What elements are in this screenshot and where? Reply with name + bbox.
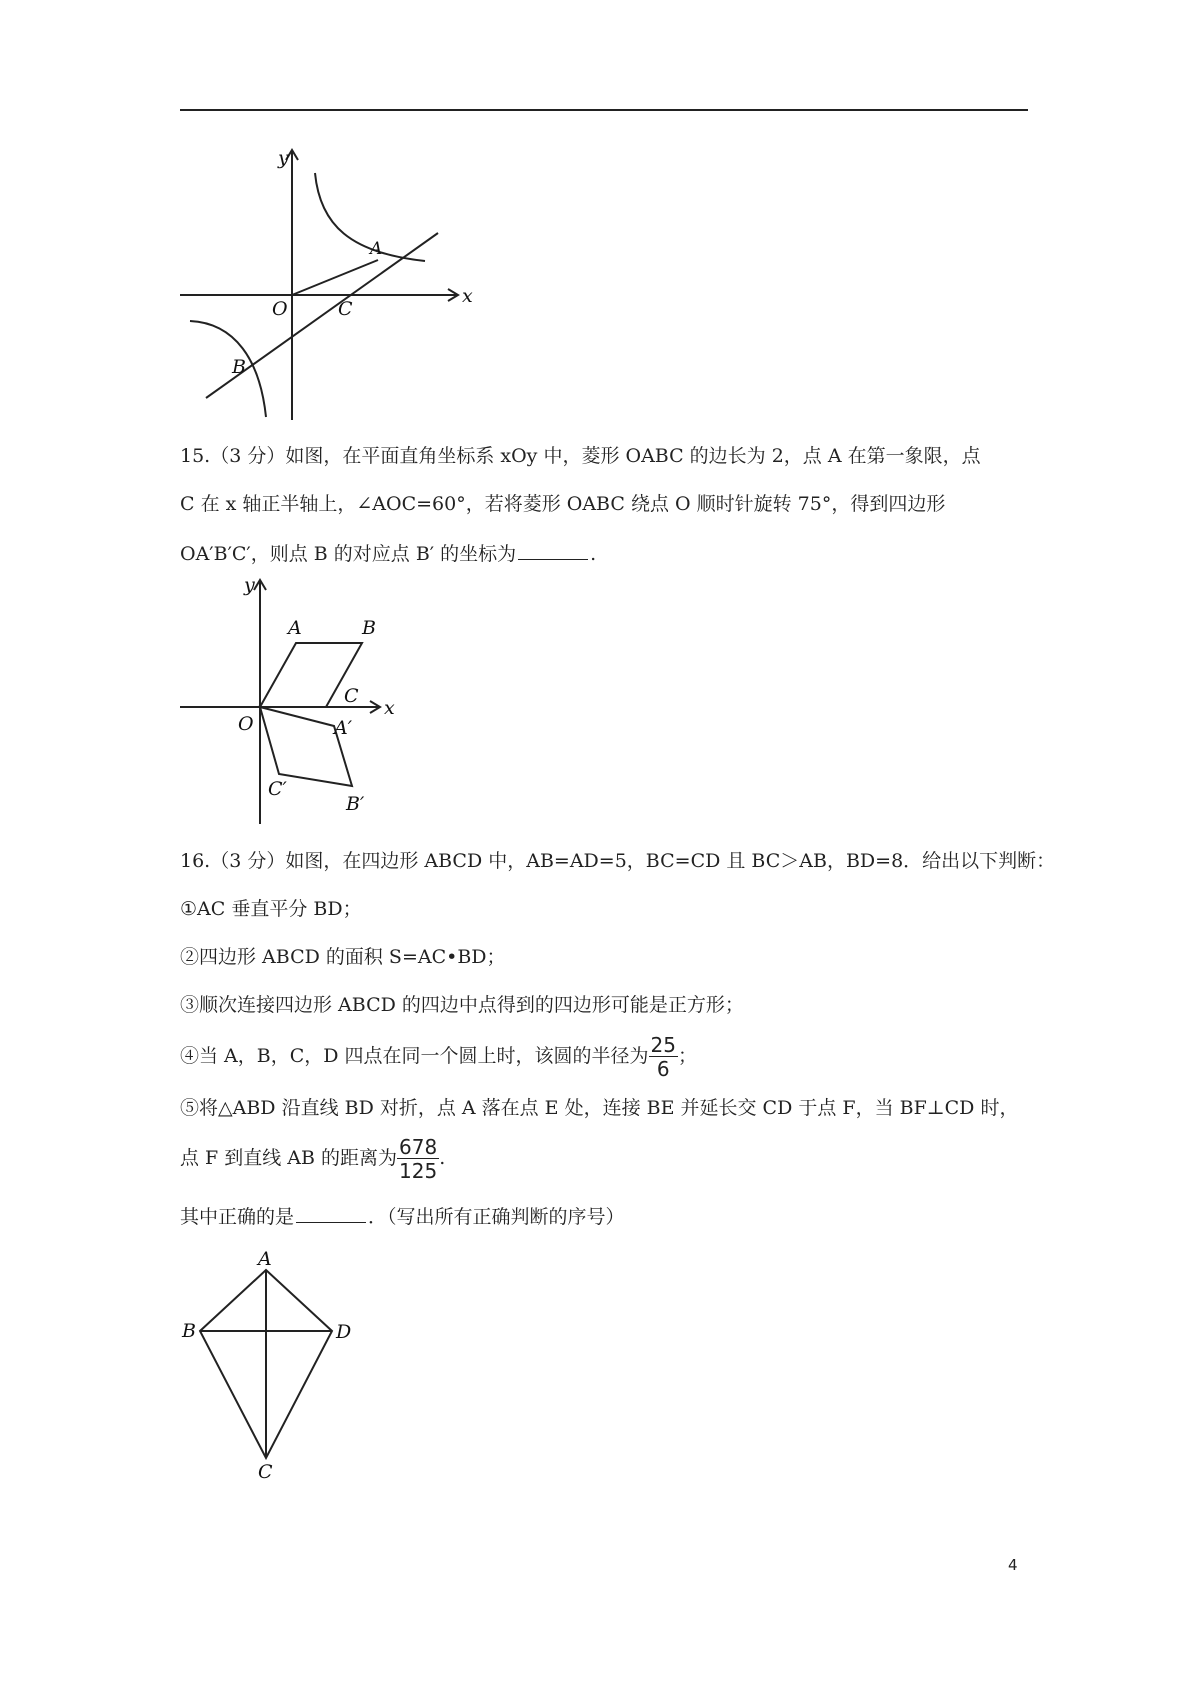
point-a-label: A <box>370 239 383 259</box>
q16-answer-blank[interactable] <box>296 1204 366 1223</box>
figure-kite <box>180 1250 380 1480</box>
radius-fraction <box>649 1035 678 1079</box>
origin-label: O <box>238 713 254 735</box>
point-d-label: D <box>336 1321 352 1343</box>
y-label: y <box>244 574 255 596</box>
q16-item4 <box>180 1030 697 1082</box>
q16-item4-text: ④当 A，B，C，D 四点在同一个圆上时，该圆的半径为 <box>180 1045 649 1067</box>
point-b-label: B <box>232 356 246 378</box>
point-b-label: B <box>362 617 376 639</box>
point-a-label: A <box>258 1250 272 1270</box>
q16-intro: 16.（3 分）如图，在四边形 ABCD 中，AB=AD=5，BC=CD 且 BC＞AB，BD=8．给出以下判断： <box>180 850 1056 872</box>
q16-question-end: ．（写出所有正确判断的序号） <box>368 1206 625 1228</box>
x-label: x <box>462 285 473 307</box>
point-b-prime-label: B′ <box>346 793 365 815</box>
x-label: x <box>384 697 395 719</box>
distance-numerator: 678 <box>399 1135 438 1159</box>
origin-label: O <box>272 298 288 320</box>
point-c-label: C <box>258 1461 273 1480</box>
q15-line2: C 在 x 轴正半轴上，∠AOC=60°，若将菱形 OABC 绕点 O 顺时针旋转 75°，得到四边形 <box>180 493 946 515</box>
q16-question-text: 其中正确的是 <box>180 1206 295 1228</box>
q15-line3-end: . <box>590 543 597 565</box>
q16-item2: ②四边形 ABCD 的面积 S=AC•BD； <box>180 946 506 968</box>
point-b-label: B <box>182 1320 196 1342</box>
distance-denominator: 125 <box>399 1159 438 1183</box>
radius-numerator: 25 <box>650 1033 676 1057</box>
distance-fraction <box>397 1137 439 1181</box>
q16-item5b-end: . <box>439 1147 446 1169</box>
q16-item1: ①AC 垂直平分 BD； <box>180 898 362 920</box>
point-a-prime-label: A′ <box>334 717 353 739</box>
point-c-prime-label: C′ <box>268 778 287 800</box>
figure-hyperbola <box>180 145 480 420</box>
q16-item5b <box>180 1131 445 1185</box>
q16-item4-end: ； <box>678 1045 698 1067</box>
q16-item3: ③顺次连接四边形 ABCD 的四边中点得到的四边形可能是正方形； <box>180 994 744 1016</box>
q15-line3 <box>180 541 596 566</box>
q16-item5b-text: 点 F 到直线 AB 的距离为 <box>180 1147 398 1169</box>
point-a-label: A <box>288 617 302 639</box>
segment-oa <box>292 260 378 295</box>
q16-question <box>180 1204 625 1229</box>
hyperbola-third-quadrant <box>190 321 266 417</box>
point-c-label: C <box>338 298 353 320</box>
figure-rhombus <box>180 568 410 826</box>
point-c-label: C <box>344 685 359 707</box>
q15-answer-blank[interactable] <box>518 541 588 560</box>
page-number: 4 <box>1008 1556 1018 1574</box>
radius-denominator: 6 <box>656 1057 670 1081</box>
header-rule <box>180 109 1028 111</box>
q15-line1: 15.（3 分）如图，在平面直角坐标系 xOy 中，菱形 OABC 的边长为 2，点 A 在第一象限，点 <box>180 445 981 467</box>
y-label: y <box>278 147 289 169</box>
q16-item5: ⑤将△ABD 沿直线 BD 对折，点 A 落在点 E 处，连接 BE 并延长交 CD 于点 F，当 BF⊥CD 时， <box>180 1097 1019 1119</box>
q15-line3-text: OA′B′C′，则点 B 的对应点 B′ 的坐标为 <box>180 543 517 565</box>
